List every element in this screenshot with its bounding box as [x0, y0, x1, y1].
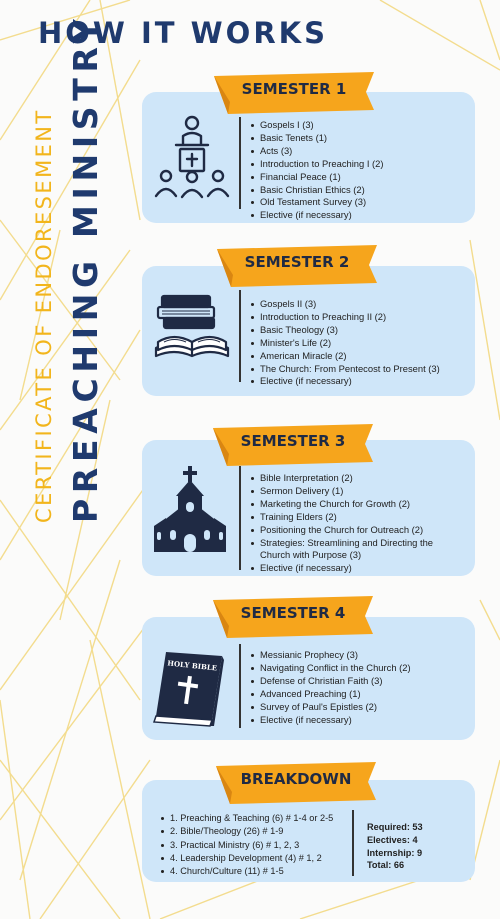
- list-item: Elective (if necessary): [250, 209, 470, 222]
- list-item: Financial Peace (1): [250, 171, 470, 184]
- preacher-pulpit-icon: [152, 114, 232, 204]
- semester-1-ribbon: [214, 72, 374, 112]
- list-item: Acts (3): [250, 145, 470, 158]
- breakdown-list: [160, 812, 333, 878]
- divider: [239, 644, 241, 728]
- list-item: Navigating Conflict in the Church (2): [250, 662, 472, 675]
- list-item: Basic Tenets (1): [250, 132, 470, 145]
- internship-total: Internship: 9: [367, 847, 423, 858]
- list-item: Gospels II (3): [250, 298, 472, 311]
- list-item: Old Testament Survey (3): [250, 196, 470, 209]
- divider: [239, 117, 241, 209]
- electives-total: Electives: 4: [367, 834, 418, 845]
- semester-2-label: SEMESTER 2: [244, 253, 350, 271]
- list-item: Basic Christian Ethics (2): [250, 184, 470, 197]
- list-item: Sermon Delivery (1): [250, 485, 465, 498]
- list-item: 1. Preaching & Teaching (6) # 1-4 or 2-5: [160, 812, 333, 825]
- list-item: Introduction to Preaching II (2): [250, 311, 472, 324]
- divider: [352, 810, 354, 876]
- list-item: Training Elders (2): [250, 511, 465, 524]
- list-item: Basic Theology (3): [250, 324, 472, 337]
- list-item: Introduction to Preaching I (2): [250, 158, 470, 171]
- program-vertical-text: PREACHING MINISTRY: [66, 13, 105, 523]
- certificate-vertical-text: CERTIFICATE OF ENDORESEMENT: [32, 108, 56, 523]
- list-item: Marketing the Church for Growth (2): [250, 498, 465, 511]
- course-list: [250, 119, 470, 222]
- list-item: Minister's Life (2): [250, 337, 472, 350]
- page-title: HOW IT WORKS: [38, 16, 329, 50]
- list-item: Elective (if necessary): [250, 714, 472, 727]
- required-total: Required: 53: [367, 822, 423, 832]
- semester-3-ribbon: [213, 424, 373, 464]
- list-item: Messianic Prophecy (3): [250, 649, 472, 662]
- semester-4-ribbon: [213, 596, 373, 636]
- list-item: Gospels I (3): [250, 119, 470, 132]
- list-item: American Miracle (2): [250, 350, 472, 363]
- course-list: [250, 298, 472, 388]
- list-item: Positioning the Church for Outreach (2): [250, 524, 465, 537]
- semester-3-label: SEMESTER 3: [240, 432, 346, 450]
- course-list: [250, 649, 472, 726]
- semester-2-ribbon: [217, 245, 377, 285]
- course-list: [250, 472, 465, 575]
- breakdown-ribbon: [216, 762, 376, 802]
- list-item: Elective (if necessary): [250, 375, 472, 388]
- books-icon: [152, 292, 232, 362]
- list-item: Bible Interpretation (2): [250, 472, 465, 485]
- breakdown-label: BREAKDOWN: [240, 770, 352, 788]
- list-item: Elective (if necessary): [250, 562, 465, 575]
- grand-total: Total: 66: [367, 860, 405, 871]
- list-item: Strategies: Streamlining and Directing the Church with Purpose (3): [250, 537, 465, 563]
- divider: [239, 290, 241, 382]
- list-item: 4. Church/Culture (11) # 1-5: [160, 865, 333, 878]
- list-item: Defense of Christian Faith (3): [250, 675, 472, 688]
- semester-1-label: SEMESTER 1: [241, 80, 347, 98]
- credit-totals: [367, 821, 423, 872]
- semester-4-label: SEMESTER 4: [240, 604, 346, 622]
- list-item: 3. Practical Ministry (6) # 1, 2, 3: [160, 839, 333, 852]
- list-item: Advanced Preaching (1): [250, 688, 472, 701]
- list-item: The Church: From Pentecost to Present (3): [250, 363, 472, 376]
- divider: [239, 466, 241, 570]
- list-item: 2. Bible/Theology (26) # 1-9: [160, 825, 333, 838]
- bible-cover-text: HOLY BIBLE: [166, 658, 218, 673]
- list-item: Survey of Paul's Epistles (2): [250, 701, 472, 714]
- list-item: 4. Leadership Development (4) # 1, 2: [160, 852, 333, 865]
- church-icon: [150, 466, 230, 556]
- bible-icon: [148, 650, 228, 730]
